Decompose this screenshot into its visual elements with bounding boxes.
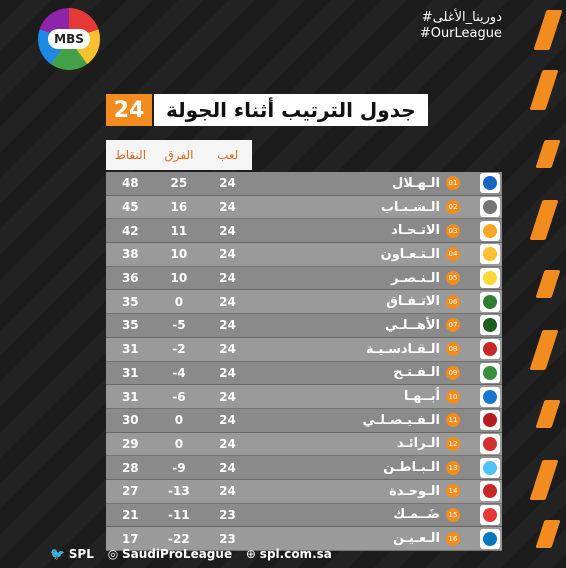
footer bbox=[50, 547, 342, 561]
table-row bbox=[106, 504, 502, 528]
points-cell: 31 bbox=[121, 342, 139, 357]
column-headers bbox=[106, 140, 252, 170]
position-badge: 12 bbox=[446, 437, 460, 451]
table-row bbox=[106, 456, 502, 480]
team-name: الـتـعـاون bbox=[380, 246, 440, 262]
instagram-text: SaudiProLeague bbox=[121, 547, 233, 561]
twitter-text: SPL bbox=[68, 547, 94, 561]
diff-cell: 0 bbox=[174, 294, 184, 309]
website: ⊕ spl.com.sa bbox=[245, 547, 332, 561]
played-cell: 24 bbox=[219, 223, 236, 238]
website-text: spl.com.sa bbox=[259, 547, 332, 561]
team-crest-icon bbox=[480, 173, 500, 193]
played-cell: 23 bbox=[219, 507, 236, 522]
diff-cell: -4 bbox=[172, 365, 186, 380]
played-cell: 24 bbox=[219, 247, 236, 262]
played-cell: 24 bbox=[219, 176, 236, 191]
position-badge: 15 bbox=[446, 508, 460, 522]
twitter-handle: 🐦 SPL bbox=[50, 547, 94, 561]
team-name: الـقـادسـيـة bbox=[366, 341, 440, 357]
header-played: لعب bbox=[217, 148, 239, 162]
position-badge: 04 bbox=[446, 247, 460, 261]
diff-cell: -13 bbox=[168, 484, 190, 499]
team-name: الـفـيـصـلـي bbox=[362, 412, 440, 428]
position-badge: 01 bbox=[446, 176, 460, 190]
points-cell: 27 bbox=[121, 484, 139, 499]
points-cell: 31 bbox=[121, 389, 139, 404]
diff-cell: 0 bbox=[174, 436, 184, 451]
diff-cell: 16 bbox=[170, 200, 188, 215]
points-cell: 31 bbox=[121, 365, 139, 380]
position-badge: 16 bbox=[446, 532, 460, 546]
table-row bbox=[106, 290, 502, 314]
team-name: الـعـيـن bbox=[392, 531, 440, 547]
team-crest-icon bbox=[480, 268, 500, 288]
played-cell: 24 bbox=[219, 389, 236, 404]
header-diff: الفرق bbox=[164, 148, 194, 162]
team-crest-icon bbox=[480, 410, 500, 430]
table-row bbox=[106, 196, 502, 220]
points-cell: 29 bbox=[121, 436, 139, 451]
team-name: الـنـصـر bbox=[391, 270, 440, 286]
played-cell: 24 bbox=[219, 484, 236, 499]
position-badge: 03 bbox=[446, 224, 460, 238]
instagram-handle: ◎ SaudiProLeague bbox=[107, 547, 233, 561]
team-crest-icon bbox=[480, 244, 500, 264]
position-badge: 02 bbox=[446, 200, 460, 214]
team-crest-icon bbox=[480, 458, 500, 478]
played-cell: 23 bbox=[219, 531, 236, 546]
points-cell: 30 bbox=[121, 413, 139, 428]
table-row bbox=[106, 385, 502, 409]
header-points: النقاط bbox=[114, 148, 147, 162]
team-crest-icon bbox=[480, 434, 500, 454]
team-crest-icon bbox=[480, 197, 500, 217]
team-name: ضَــمـك bbox=[393, 507, 440, 523]
points-cell: 42 bbox=[121, 223, 139, 238]
team-crest-icon bbox=[480, 221, 500, 241]
team-crest-icon bbox=[480, 315, 500, 335]
table-row bbox=[106, 409, 502, 433]
position-badge: 09 bbox=[446, 366, 460, 380]
team-crest-icon bbox=[480, 339, 500, 359]
team-crest-icon bbox=[480, 363, 500, 383]
position-badge: 07 bbox=[446, 318, 460, 332]
played-cell: 24 bbox=[219, 413, 236, 428]
played-cell: 24 bbox=[219, 200, 236, 215]
diff-cell: 10 bbox=[170, 271, 188, 286]
played-cell: 24 bbox=[219, 294, 236, 309]
team-name: الـبـاطـن bbox=[383, 460, 440, 476]
played-cell: 24 bbox=[219, 436, 236, 451]
diff-cell: -2 bbox=[172, 342, 186, 357]
table-row bbox=[106, 243, 502, 267]
team-crest-icon bbox=[480, 505, 500, 525]
points-cell: 35 bbox=[121, 294, 139, 309]
standings-table bbox=[106, 172, 502, 551]
team-name: الاتـحـاد bbox=[391, 223, 440, 239]
points-cell: 17 bbox=[121, 531, 139, 546]
diff-cell: 10 bbox=[170, 247, 188, 262]
points-cell: 45 bbox=[121, 200, 139, 215]
diff-cell: -5 bbox=[172, 318, 186, 333]
table-row bbox=[106, 267, 502, 291]
played-cell: 24 bbox=[219, 342, 236, 357]
team-crest-icon bbox=[480, 529, 500, 549]
team-name: الـهـلال bbox=[392, 175, 440, 191]
team-name: الـرائـد bbox=[396, 436, 440, 452]
points-cell: 35 bbox=[121, 318, 139, 333]
played-cell: 24 bbox=[219, 365, 236, 380]
diff-cell: -22 bbox=[168, 531, 190, 546]
points-cell: 36 bbox=[121, 271, 139, 286]
league-logo bbox=[38, 8, 100, 70]
team-name: الاتـفـاق bbox=[386, 294, 440, 310]
played-cell: 24 bbox=[219, 271, 236, 286]
team-name: الـوحـدة bbox=[389, 483, 440, 499]
position-badge: 08 bbox=[446, 342, 460, 356]
team-name: أبــهـا bbox=[403, 389, 440, 405]
table-row bbox=[106, 362, 502, 386]
team-name: الـفـتـح bbox=[393, 365, 440, 381]
hashtag-english: #OurLeague bbox=[419, 26, 502, 41]
played-cell: 24 bbox=[219, 460, 236, 475]
diff-cell: -9 bbox=[172, 460, 186, 475]
team-crest-icon bbox=[480, 387, 500, 407]
team-crest-icon bbox=[480, 292, 500, 312]
table-row bbox=[106, 480, 502, 504]
points-cell: 38 bbox=[121, 247, 139, 262]
position-badge: 14 bbox=[446, 484, 460, 498]
points-cell: 21 bbox=[121, 507, 139, 522]
hashtag-arabic: #دورينا_الأغلى bbox=[421, 10, 502, 25]
position-badge: 10 bbox=[446, 390, 460, 404]
points-cell: 28 bbox=[121, 460, 139, 475]
played-cell: 24 bbox=[219, 318, 236, 333]
table-row bbox=[106, 172, 502, 196]
team-crest-icon bbox=[480, 481, 500, 501]
round-number: 24 bbox=[106, 94, 152, 126]
points-cell: 48 bbox=[121, 176, 139, 191]
logo-text: MBS bbox=[48, 29, 90, 49]
page-title: جدول الترتيب أثناء الجولة bbox=[154, 94, 428, 126]
table-row bbox=[106, 338, 502, 362]
table-row bbox=[106, 219, 502, 243]
diff-cell: -11 bbox=[168, 507, 190, 522]
position-badge: 11 bbox=[446, 413, 460, 427]
position-badge: 06 bbox=[446, 295, 460, 309]
diff-cell: 25 bbox=[170, 176, 188, 191]
diff-cell: -6 bbox=[172, 389, 186, 404]
diff-cell: 11 bbox=[170, 223, 188, 238]
position-badge: 13 bbox=[446, 461, 460, 475]
table-row bbox=[106, 314, 502, 338]
table-row bbox=[106, 433, 502, 457]
diff-cell: 0 bbox=[174, 413, 184, 428]
team-name: الـشـبـاب bbox=[380, 199, 440, 215]
team-name: الأهــلـي bbox=[385, 317, 440, 333]
position-badge: 05 bbox=[446, 271, 460, 285]
title-bar bbox=[106, 94, 428, 126]
